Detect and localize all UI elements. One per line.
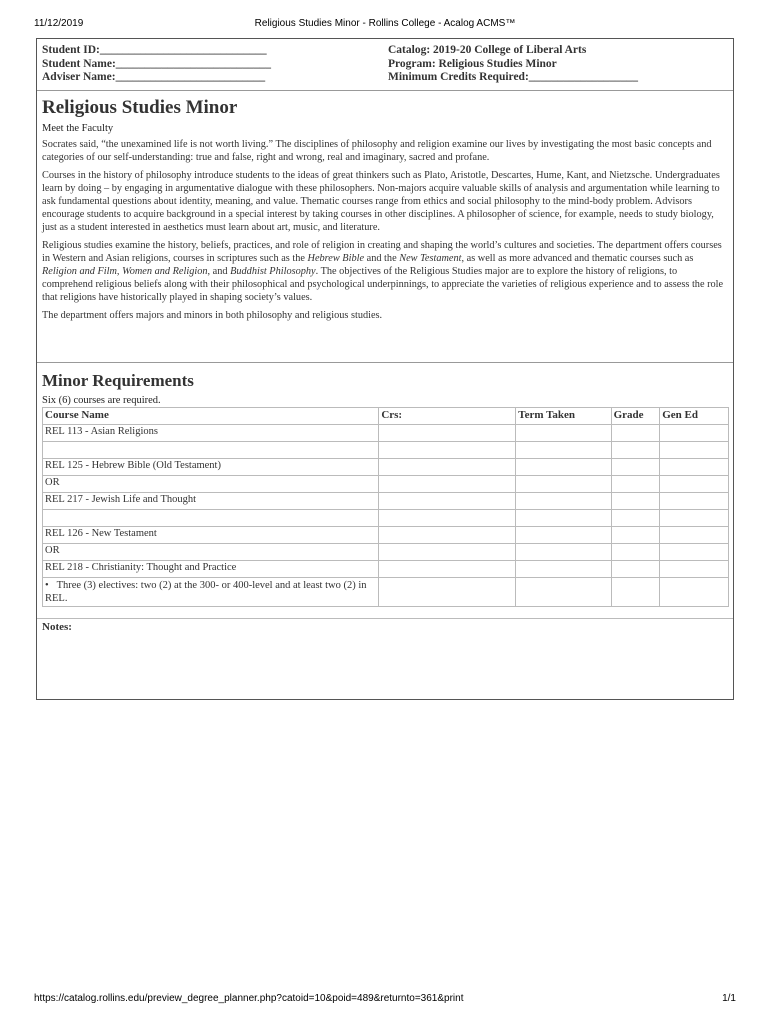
requirements-title: Minor Requirements bbox=[42, 371, 194, 390]
requirements-note: Six (6) courses are required. bbox=[42, 395, 161, 406]
col-grade: Grade bbox=[611, 408, 660, 425]
print-date: 11/12/2019 bbox=[34, 18, 84, 29]
notes-section bbox=[37, 618, 733, 700]
student-name-field: Student Name:___________________________ bbox=[42, 57, 272, 70]
table-row bbox=[43, 459, 729, 476]
program-title: Religious Studies Minor bbox=[42, 97, 238, 118]
program-description bbox=[37, 91, 733, 363]
description-paragraph-3: Religious studies examine the history, beliefs, practices, and role of religion in creating and shaping the world’s cultures and societies. The department offers courses in Western and Asian religions, courses in scriptures such as the Hebrew Bible and the New Testament, as well as more advanced and thematic courses such as Religion and Film, Women and Religion, and Buddhist Philosophy. The objectives of the Religious Studies major are to explore the history of religions, to comprehend religious beliefs along with their philosophical and psychological underpinnings, to appreciate the varieties of religious experience and to assess the role that religions have historically played in shaping society’s values. bbox=[42, 240, 724, 303]
table-row bbox=[43, 476, 729, 493]
col-term-taken: Term Taken bbox=[516, 408, 611, 425]
minor-requirements bbox=[37, 363, 733, 607]
program-label: Program: Religious Studies Minor bbox=[388, 57, 557, 70]
table-row bbox=[43, 544, 729, 561]
table-row bbox=[43, 578, 729, 607]
print-header bbox=[0, 0, 770, 40]
table-row bbox=[43, 561, 729, 578]
table-row bbox=[43, 425, 729, 442]
student-info bbox=[37, 39, 733, 91]
notes-label: Notes: bbox=[42, 621, 72, 633]
description-paragraph-1: Socrates said, “the unexamined life is not worth living.” The disciplines of philosophy and religion examine our lives by investigating the most basic concepts and categories of our self-understanding: true and false, right and wrong, real and imaginary, sacred and profane. bbox=[42, 139, 712, 163]
col-course-name: Course Name bbox=[43, 408, 379, 425]
course-cell[interactable]: REL 113 - Asian Religions bbox=[43, 425, 379, 442]
table-row bbox=[43, 493, 729, 510]
description-paragraph-2: Courses in the history of philosophy introduce students to the ideas of great thinkers such as Plato, Aristotle, Descartes, Hume, Kant, and Nietzsche. Undergraduates learn by doing – by engaging in argumentative dialogue with these philosophers. Non-majors acquire valuable skills of analysis and argumentation while learning to ask fundamental questions about identity, meaning, and value. Thematic courses range from ethics and social philosophy to the mind-body problem. Advisors encourage students to acquire background in a special interest by taking courses in other disciplines. A philosopher of science, for example, needs to study biology, just as a student interested in aesthetics must learn about art, music, and literature. bbox=[42, 170, 720, 233]
table-row bbox=[43, 527, 729, 544]
course-cell bbox=[43, 442, 379, 459]
adviser-name-field: Adviser Name:__________________________ bbox=[42, 71, 266, 83]
print-url: https://catalog.rollins.edu/preview_degree_planner.php?catoid=10&poid=489&returnto=361&print bbox=[34, 993, 464, 1004]
print-title: Religious Studies Minor - Rollins College - Acalog ACMS™ bbox=[254, 18, 516, 29]
course-cell bbox=[43, 510, 379, 527]
course-cell[interactable]: REL 218 - Christianity: Thought and Practice bbox=[43, 561, 379, 578]
course-cell: OR bbox=[43, 476, 379, 493]
table-row bbox=[43, 510, 729, 527]
course-cell: OR bbox=[43, 544, 379, 561]
meet-faculty-link[interactable]: Meet the Faculty bbox=[42, 123, 114, 134]
col-gen-ed: Gen Ed bbox=[660, 408, 729, 425]
degree-planner-frame bbox=[36, 38, 734, 700]
catalog-label: Catalog: 2019-20 College of Liberal Arts bbox=[388, 44, 587, 56]
student-id-field: Student ID:_____________________________ bbox=[42, 44, 267, 56]
description-paragraph-4: The department offers majors and minors in both philosophy and religious studies. bbox=[42, 310, 383, 321]
table-header-row bbox=[43, 408, 729, 425]
page-number: 1/1 bbox=[722, 993, 736, 1004]
course-cell[interactable]: REL 126 - New Testament bbox=[43, 527, 379, 544]
minimum-credits-field: Minimum Credits Required:___________________ bbox=[388, 71, 639, 83]
course-cell[interactable]: REL 125 - Hebrew Bible (Old Testament) bbox=[43, 459, 379, 476]
course-cell[interactable]: REL 217 - Jewish Life and Thought bbox=[43, 493, 379, 510]
print-footer bbox=[0, 990, 770, 1010]
electives-cell: • Three (3) electives: two (2) at the 300- or 400-level and at least two (2) in REL. bbox=[43, 578, 379, 607]
bullet-icon: • bbox=[45, 580, 57, 591]
col-credits: Crs: bbox=[379, 408, 516, 425]
table-row bbox=[43, 442, 729, 459]
requirements-table bbox=[42, 407, 729, 607]
